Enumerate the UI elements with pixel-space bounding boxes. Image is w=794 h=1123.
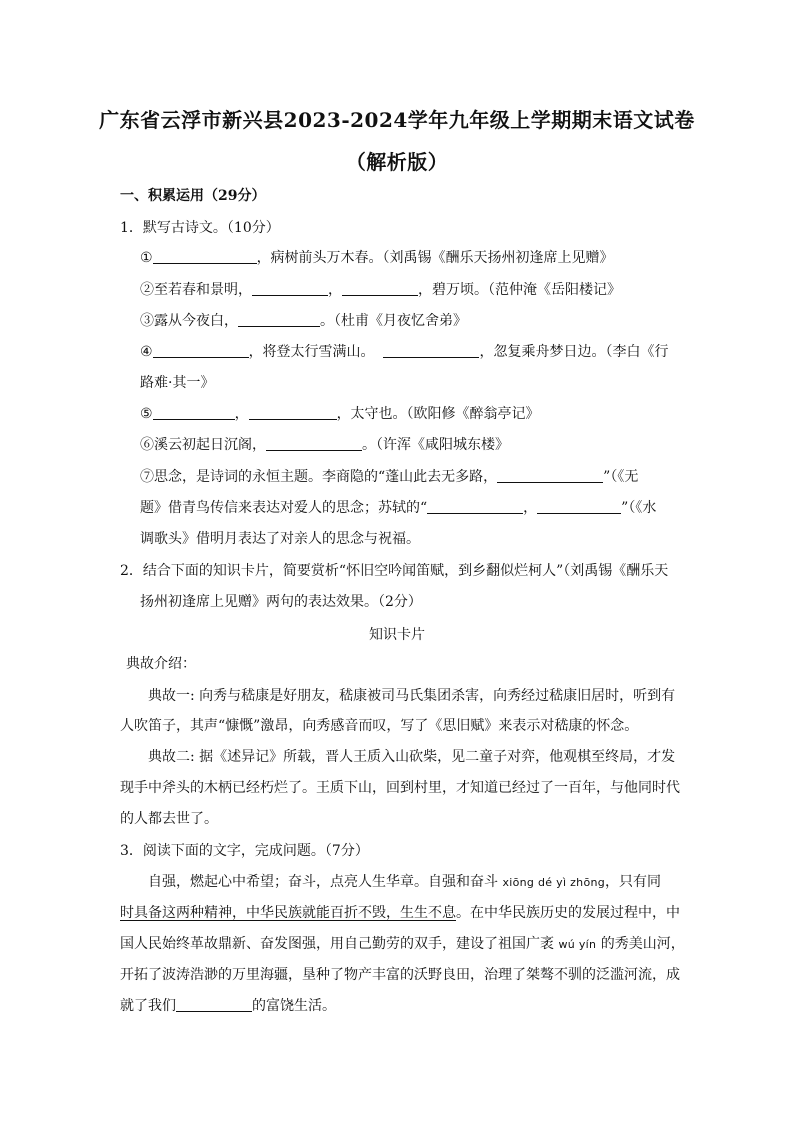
q1-item-7 — [140, 467, 638, 487]
q1-item-5 — [140, 404, 540, 424]
item-mark: ⑤ — [140, 406, 153, 422]
passage-line-1 — [148, 872, 661, 893]
q1-item-1 — [140, 248, 614, 268]
pinyin-prompt: xiōng dé yì zhōng — [502, 876, 606, 889]
item-text: ，忽复乘舟梦日边。（李白《行 — [479, 344, 669, 360]
allusion-2-line-1: 典故二: 据《述异记》所载，晋人王质入山砍柴，见二童子对弈，他观棋至终局，才发 — [148, 749, 676, 765]
passage-line-3 — [120, 934, 685, 955]
item-text: 题》借青鸟传信来表达对爱人的思念；苏轼的“ — [140, 500, 428, 516]
passage-line-5 — [120, 996, 336, 1016]
question-1-stem: 1．默写古诗文。（10分） — [120, 220, 280, 236]
section-heading: 一、积累运用（29分） — [120, 188, 266, 204]
passage-line-4: 开拓了波涛浩渺的万里海疆，垦种了物产丰富的沃野良田，治理了桀骜不驯的泛滥河流，成 — [120, 967, 680, 983]
answer-blank[interactable] — [238, 312, 320, 327]
question-2-stem-cont: 扬州初逢席上见赠》两句的表达效果。（2分） — [140, 594, 422, 610]
allusion-2-line-2: 现手中斧头的木柄已经朽烂了。王质下山，回到村里，才知道已经过了一百年，与他同时代 — [120, 780, 680, 796]
q1-item-3 — [140, 311, 467, 331]
passage-text: 。在中华民族历史的发展过程中，中 — [456, 905, 680, 921]
answer-blank[interactable] — [537, 499, 621, 514]
passage-text: 自强，燃起心中希望；奋斗，点亮人生华章。自强和奋斗 — [148, 874, 498, 890]
answer-blank[interactable] — [342, 281, 418, 296]
q1-item-4-cont: 路难·其一》 — [140, 375, 215, 391]
answer-blank[interactable] — [266, 436, 362, 451]
item-text: ，碧万顷。（范仲淹《岳阳楼记》 — [418, 282, 621, 298]
answer-blank[interactable] — [176, 997, 252, 1012]
answer-blank[interactable] — [249, 405, 337, 420]
item-text: ②至若春和景明， — [140, 282, 252, 298]
allusion-1-line-1: 典故一: 向秀与嵇康是好朋友，嵇康被司马氏集团杀害，向秀经过嵇康旧居时，听到有 — [148, 688, 676, 704]
passage-text: 的秀美山河， — [600, 936, 685, 952]
pinyin-prompt: wú yín — [558, 938, 597, 951]
passage-line-2 — [120, 903, 680, 923]
passage-text: ，只有同 — [605, 874, 662, 890]
page-title: 广东省云浮市新兴县2023-2024学年九年级上学期期末语文试卷 — [99, 108, 695, 132]
card-intro: 典故介绍： — [126, 656, 196, 672]
q1-item-7-cont2: 调歌头》借明月表达了对亲人的思念与祝福。 — [140, 531, 420, 547]
passage-text: 的富饶生活。 — [252, 998, 336, 1014]
q1-item-6 — [140, 435, 509, 455]
item-mark: ④ — [140, 344, 153, 360]
item-text: ， — [234, 406, 249, 422]
item-text: ⑥溪云初起日沉阁， — [140, 437, 266, 453]
answer-blank[interactable] — [427, 499, 523, 514]
answer-blank[interactable] — [383, 343, 479, 358]
item-text: 。（许浑《咸阳城东楼》 — [362, 437, 509, 453]
underlined-sentence: 时具备这两种精神，中华民族就能百折不毁，生生不息 — [120, 905, 456, 921]
passage-text: 国人民始终革故鼎新、奋发图强，用自己勤劳的双手，建设了祖国广袤 — [120, 936, 554, 952]
item-mark: ① — [140, 250, 153, 266]
item-text: ，病树前头万木春。（刘禹锡《酬乐天扬州初逢席上见赠》 — [256, 250, 614, 266]
item-text: 。（杜甫《月夜忆舍弟》 — [320, 313, 467, 329]
item-text: ，将登太行雪满山。 — [248, 344, 375, 360]
q1-item-4 — [140, 342, 668, 362]
q1-item-7-cont — [140, 498, 656, 518]
answer-blank[interactable] — [153, 249, 257, 264]
item-text: ”（《水 — [621, 500, 657, 516]
item-text: ”（《无 — [603, 469, 639, 485]
item-text: ，太守也。（欧阳修《醉翁亭记》 — [336, 406, 540, 422]
question-2-stem: 2．结合下面的知识卡片，简要赏析“怀旧空吟闻笛赋，到乡翻似烂柯人”（刘禹锡《酬乐天 — [120, 563, 669, 579]
allusion-2-line-3: 的人都去世了。 — [120, 811, 218, 827]
item-text: ③露从今夜白， — [140, 313, 238, 329]
passage-text: 就了我们 — [120, 998, 176, 1014]
knowledge-card-title: 知识卡片 — [369, 627, 425, 643]
answer-blank[interactable] — [153, 405, 235, 420]
item-text: ， — [523, 500, 538, 516]
page-subtitle: （解析版） — [345, 150, 449, 174]
item-text: ⑦思念，是诗词的永恒主题。李商隐的“蓬山此去无多路， — [140, 469, 498, 485]
answer-blank[interactable] — [252, 281, 328, 296]
q1-item-2 — [140, 280, 621, 300]
question-3-stem: 3．阅读下面的文字，完成问题。（7分） — [120, 843, 369, 859]
answer-blank[interactable] — [497, 468, 603, 483]
allusion-1-line-2: 人吹笛子，其声“慷慨”激昂，向秀感音而叹，写了《思旧赋》来表示对嵇康的怀念。 — [120, 718, 639, 734]
answer-blank[interactable] — [153, 343, 249, 358]
item-text: ， — [328, 282, 342, 298]
